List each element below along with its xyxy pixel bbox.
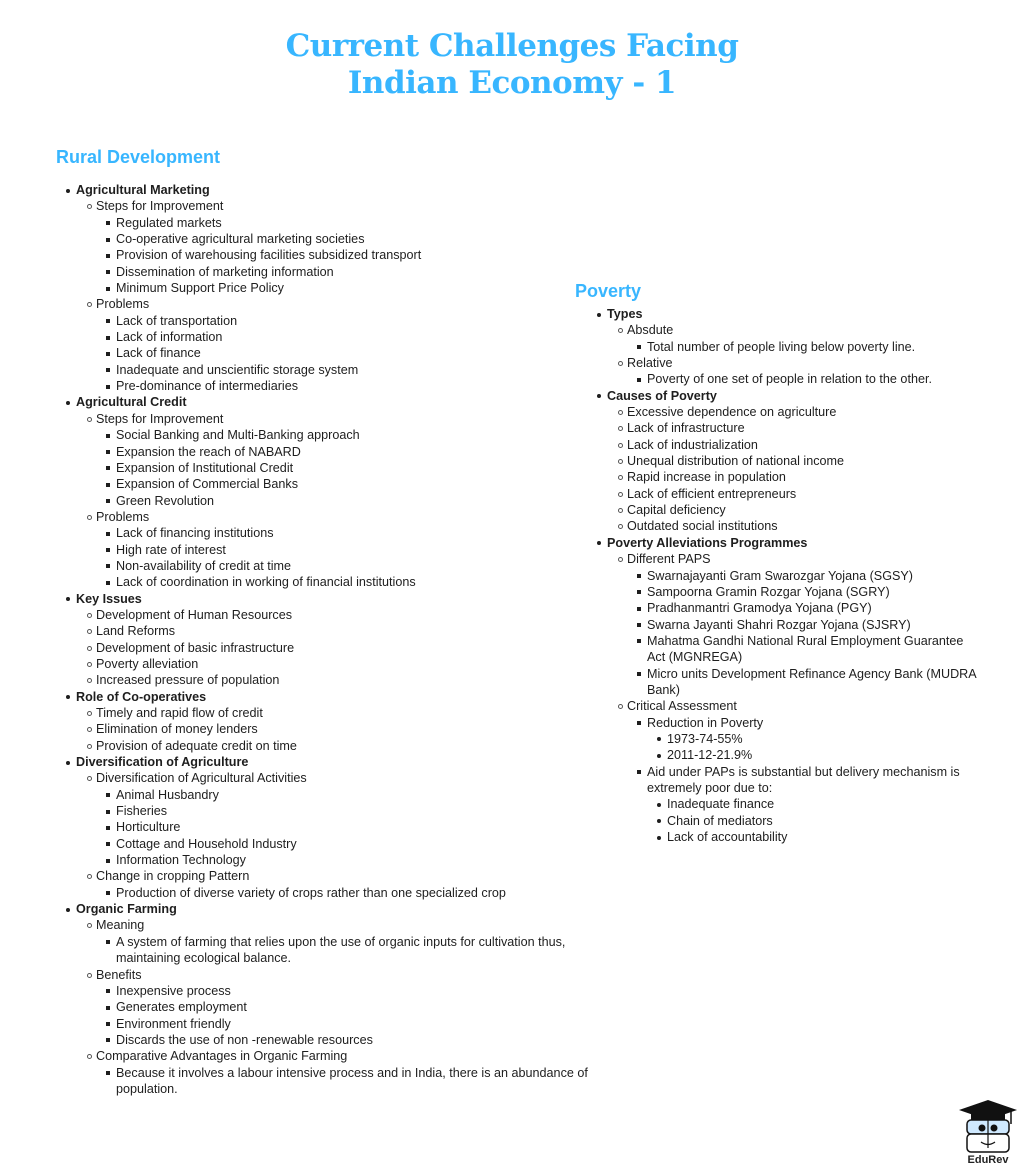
- list-item-text: Social Banking and Multi-Banking approach: [116, 428, 360, 443]
- list-item: [116, 329, 596, 345]
- list-item: [96, 967, 596, 1049]
- outline-list-level-3: [627, 715, 977, 846]
- list-item: [76, 754, 596, 901]
- list-item: [627, 502, 977, 518]
- list-item: [627, 518, 977, 534]
- outline-list-level-1: [607, 306, 977, 845]
- list-item-text: Pre-dominance of intermediaries: [116, 379, 298, 394]
- list-item-text: Lack of industrialization: [627, 437, 758, 452]
- list-item: [116, 215, 596, 231]
- list-item-text: Agricultural Marketing: [76, 183, 210, 197]
- list-item: [116, 787, 596, 803]
- outline-list-level-4: [647, 796, 977, 845]
- poverty-outline: [607, 306, 977, 845]
- list-item: [627, 355, 977, 388]
- list-item: [76, 689, 596, 754]
- list-item-text: Meaning: [96, 918, 145, 933]
- outline-list-level-3: [96, 1065, 596, 1098]
- list-item-text: Change in cropping Pattern: [96, 869, 250, 884]
- list-item: [116, 280, 596, 296]
- list-item: [116, 1016, 596, 1032]
- list-item-text: Increased pressure of population: [96, 673, 280, 688]
- list-item-text: Steps for Improvement: [96, 411, 224, 426]
- list-item: [116, 852, 596, 868]
- list-item: [647, 584, 977, 600]
- list-item-text: Development of Human Resources: [96, 607, 292, 622]
- list-item-text: Generates employment: [116, 1000, 247, 1015]
- list-item-text: Lack of coordination in working of financial institutions: [116, 575, 416, 590]
- list-item-text: Poverty Alleviations Programmes: [607, 535, 808, 550]
- list-item: [627, 420, 977, 436]
- outline-list-level-3: [627, 568, 977, 699]
- list-item-text: Diversification of Agricultural Activities: [96, 771, 307, 786]
- list-item-text: Lack of infrastructure: [627, 421, 745, 436]
- page-title: [0, 28, 1024, 102]
- list-item: [116, 460, 596, 476]
- list-item: [647, 764, 977, 846]
- list-item-text: Excessive dependence on agriculture: [627, 405, 837, 420]
- list-item: [96, 198, 596, 296]
- list-item-text: Discards the use of non -renewable resources: [116, 1032, 373, 1047]
- list-item: [96, 509, 596, 591]
- list-item-text: Expansion the reach of NABARD: [116, 444, 301, 459]
- list-item-text: Dissemination of marketing information: [116, 264, 334, 279]
- list-item-text: Causes of Poverty: [607, 388, 717, 403]
- list-item-text: Minimum Support Price Policy: [116, 281, 284, 296]
- list-item-text: Rapid increase in population: [627, 470, 786, 485]
- list-item: [96, 672, 596, 688]
- outline-list-level-2: [607, 322, 977, 387]
- list-item: [116, 525, 596, 541]
- list-item-text: Poverty alleviation: [96, 656, 199, 671]
- list-item-text: Provision of adequate credit on time: [96, 738, 297, 753]
- list-item-text: Lack of information: [116, 330, 223, 345]
- list-item: [607, 535, 977, 846]
- section-heading-poverty: Poverty: [575, 281, 642, 301]
- outline-list-level-3: [96, 427, 596, 509]
- outline-list-level-3: [96, 885, 596, 901]
- outline-list-level-2: [76, 411, 596, 591]
- list-item: [96, 721, 596, 737]
- list-item: [96, 917, 596, 966]
- list-item-text: Lack of transportation: [116, 313, 238, 328]
- list-item-text: Sampoorna Gramin Rozgar Yojana (SGRY): [647, 584, 890, 599]
- list-item: [76, 591, 596, 689]
- list-item-text: Steps for Improvement: [96, 199, 224, 214]
- list-item: [647, 371, 977, 387]
- outline-list-level-3: [627, 339, 977, 355]
- list-item: [647, 617, 977, 633]
- list-item: [647, 600, 977, 616]
- list-item: [96, 411, 596, 509]
- title-line-1: Current Challenges Facing: [285, 28, 739, 64]
- list-item-text: Swarna Jayanti Shahri Rozgar Yojana (SJSRY): [647, 617, 911, 632]
- list-item: [647, 666, 977, 699]
- list-item: [116, 345, 596, 361]
- list-item: [116, 885, 596, 901]
- list-item: [116, 231, 596, 247]
- outline-list-level-3: [627, 371, 977, 387]
- list-item: [607, 306, 977, 388]
- list-item-text: Unequal distribution of national income: [627, 454, 845, 469]
- list-item-text: Chain of mediators: [667, 813, 773, 828]
- list-item-text: Poverty of one set of people in relation to the other.: [647, 372, 932, 387]
- list-item: [116, 803, 596, 819]
- list-item-text: Critical Assessment: [627, 699, 737, 714]
- list-item: [627, 486, 977, 502]
- list-item-text: Different PAPS: [627, 552, 711, 567]
- list-item: [76, 182, 596, 394]
- list-item-text: Lack of finance: [116, 346, 201, 361]
- list-item: [667, 731, 977, 747]
- list-item: [96, 738, 596, 754]
- graduation-cap-mascot-icon: [957, 1098, 1019, 1156]
- list-item-text: Information Technology: [116, 853, 246, 868]
- list-item-text: Development of basic infrastructure: [96, 640, 295, 655]
- list-item-text: High rate of interest: [116, 542, 226, 557]
- list-item-text: Green Revolution: [116, 493, 215, 508]
- list-item-text: Lack of efficient entrepreneurs: [627, 486, 797, 501]
- list-item: [667, 796, 977, 812]
- list-item: [647, 568, 977, 584]
- list-item-text: Land Reforms: [96, 624, 176, 639]
- list-item-text: Problems: [96, 297, 150, 312]
- list-item-text: Lack of accountability: [667, 830, 788, 844]
- outline-list-level-2: [76, 917, 596, 1097]
- list-item-text: Reduction in Poverty: [647, 715, 764, 730]
- outline-list-level-2: [76, 607, 596, 689]
- list-item-text: Relative: [627, 356, 673, 371]
- list-item-text: Provision of warehousing facilities subsidized transport: [116, 248, 422, 263]
- list-item-text: Agricultural Credit: [76, 395, 187, 410]
- outline-list-level-2: [76, 198, 596, 394]
- list-item-text: Elimination of money lenders: [96, 722, 258, 737]
- list-item-text: Fisheries: [116, 804, 168, 819]
- list-item: [116, 247, 596, 263]
- outline-list-level-3: [96, 313, 596, 395]
- list-item: [116, 836, 596, 852]
- outline-list-level-4: [647, 731, 977, 764]
- list-item-text: Outdated social institutions: [627, 519, 778, 534]
- list-item: [627, 453, 977, 469]
- list-item: [96, 296, 596, 394]
- list-item-text: Pradhanmantri Gramodya Yojana (PGY): [647, 601, 872, 616]
- list-item: [116, 427, 596, 443]
- list-item-text: Organic Farming: [76, 902, 177, 917]
- list-item: [96, 1048, 596, 1097]
- list-item-text: Swarnajayanti Gram Swarozgar Yojana (SGSY): [647, 568, 913, 583]
- list-item-text: A system of farming that relies upon the use of organic inputs for cultivation thus, maintaining ecological balance.: [116, 934, 566, 966]
- list-item: [627, 404, 977, 420]
- list-item-text: 1973-74-55%: [667, 731, 743, 746]
- list-item: [116, 999, 596, 1015]
- list-item-text: Lack of financing institutions: [116, 526, 274, 541]
- list-item-text: Inexpensive process: [116, 983, 231, 998]
- list-item-text: Horticulture: [116, 820, 181, 835]
- section-heading-rural-development: Rural Development: [56, 147, 221, 167]
- outline-list-level-3: [96, 983, 596, 1048]
- list-item: [96, 868, 596, 901]
- list-item: [76, 394, 596, 590]
- list-item: [116, 444, 596, 460]
- list-item: [647, 339, 977, 355]
- list-item: [116, 574, 596, 590]
- list-item-text: Comparative Advantages in Organic Farming: [96, 1049, 348, 1064]
- list-item: [96, 623, 596, 639]
- list-item-text: Problems: [96, 509, 150, 524]
- list-item: [116, 378, 596, 394]
- outline-list-level-3: [96, 215, 596, 297]
- outline-list-level-3: [96, 525, 596, 590]
- list-item: [116, 819, 596, 835]
- title-line-2: Indian Economy - 1: [347, 65, 677, 101]
- list-item-text: Key Issues: [76, 591, 142, 606]
- list-item-text: Co-operative agricultural marketing societies: [116, 232, 365, 247]
- list-item-text: 2011-12-21.9%: [667, 748, 753, 763]
- outline-list-level-2: [607, 404, 977, 535]
- list-item: [116, 313, 596, 329]
- list-item: [607, 388, 977, 535]
- logo-text: EduRev: [967, 1154, 1009, 1166]
- outline-list-level-2: [76, 705, 596, 754]
- list-item: [667, 747, 977, 763]
- list-item-text: Expansion of Commercial Banks: [116, 477, 298, 492]
- outline-list-level-1: [76, 182, 596, 1097]
- list-item-text: Capital deficiency: [627, 503, 726, 518]
- list-item: [667, 829, 977, 845]
- list-item: [116, 558, 596, 574]
- rural-development-outline: [76, 182, 596, 1097]
- list-item-text: Production of diverse variety of crops rather than one specialized crop: [116, 885, 506, 900]
- list-item: [627, 322, 977, 355]
- list-item-text: Inadequate finance: [667, 797, 775, 812]
- list-item: [627, 437, 977, 453]
- list-item-text: Inadequate and unscientific storage system: [116, 362, 359, 377]
- list-item: [96, 607, 596, 623]
- list-item-text: Cottage and Household Industry: [116, 836, 297, 851]
- list-item: [76, 901, 596, 1097]
- list-item: [116, 1032, 596, 1048]
- list-item-text: Diversification of Agriculture: [76, 755, 249, 770]
- list-item: [96, 640, 596, 656]
- list-item: [667, 813, 977, 829]
- edurev-logo: [957, 1098, 1019, 1168]
- list-item-text: Absdute: [627, 323, 674, 338]
- list-item: [116, 264, 596, 280]
- list-item: [116, 983, 596, 999]
- list-item-text: Total number of people living below poverty line.: [647, 339, 916, 354]
- list-item-text: Benefits: [96, 967, 142, 982]
- list-item-text: Mahatma Gandhi National Rural Employment Guarantee Act (MGNREGA): [647, 633, 964, 665]
- outline-list-level-3: [96, 787, 596, 869]
- list-item: [647, 633, 977, 666]
- outline-list-level-2: [76, 770, 596, 901]
- list-item-text: Aid under PAPs is substantial but delivery mechanism is extremely poor due to:: [647, 764, 960, 795]
- list-item-text: Role of Co-operatives: [76, 689, 207, 704]
- list-item: [96, 656, 596, 672]
- list-item: [116, 476, 596, 492]
- list-item-text: Non-availability of credit at time: [116, 558, 291, 573]
- list-item: [627, 551, 977, 698]
- list-item: [116, 493, 596, 509]
- list-item: [116, 1065, 596, 1098]
- list-item-text: Regulated markets: [116, 215, 222, 230]
- list-item: [647, 715, 977, 764]
- list-item-text: Timely and rapid flow of credit: [96, 706, 263, 720]
- list-item-text: Micro units Development Refinance Agency Bank (MUDRA Bank): [647, 666, 976, 697]
- list-item: [116, 934, 596, 967]
- list-item-text: Animal Husbandry: [116, 787, 219, 802]
- list-item: [96, 770, 596, 868]
- list-item-text: Types: [607, 307, 643, 321]
- list-item: [627, 469, 977, 485]
- list-item: [116, 362, 596, 378]
- list-item-text: Because it involves a labour intensive process and in India, there is an abundance of population.: [116, 1065, 588, 1096]
- list-item: [116, 542, 596, 558]
- list-item: [627, 698, 977, 845]
- outline-list-level-3: [96, 934, 596, 967]
- outline-list-level-2: [607, 551, 977, 845]
- list-item: [96, 705, 596, 721]
- list-item-text: Environment friendly: [116, 1016, 231, 1031]
- list-item-text: Expansion of Institutional Credit: [116, 460, 294, 475]
